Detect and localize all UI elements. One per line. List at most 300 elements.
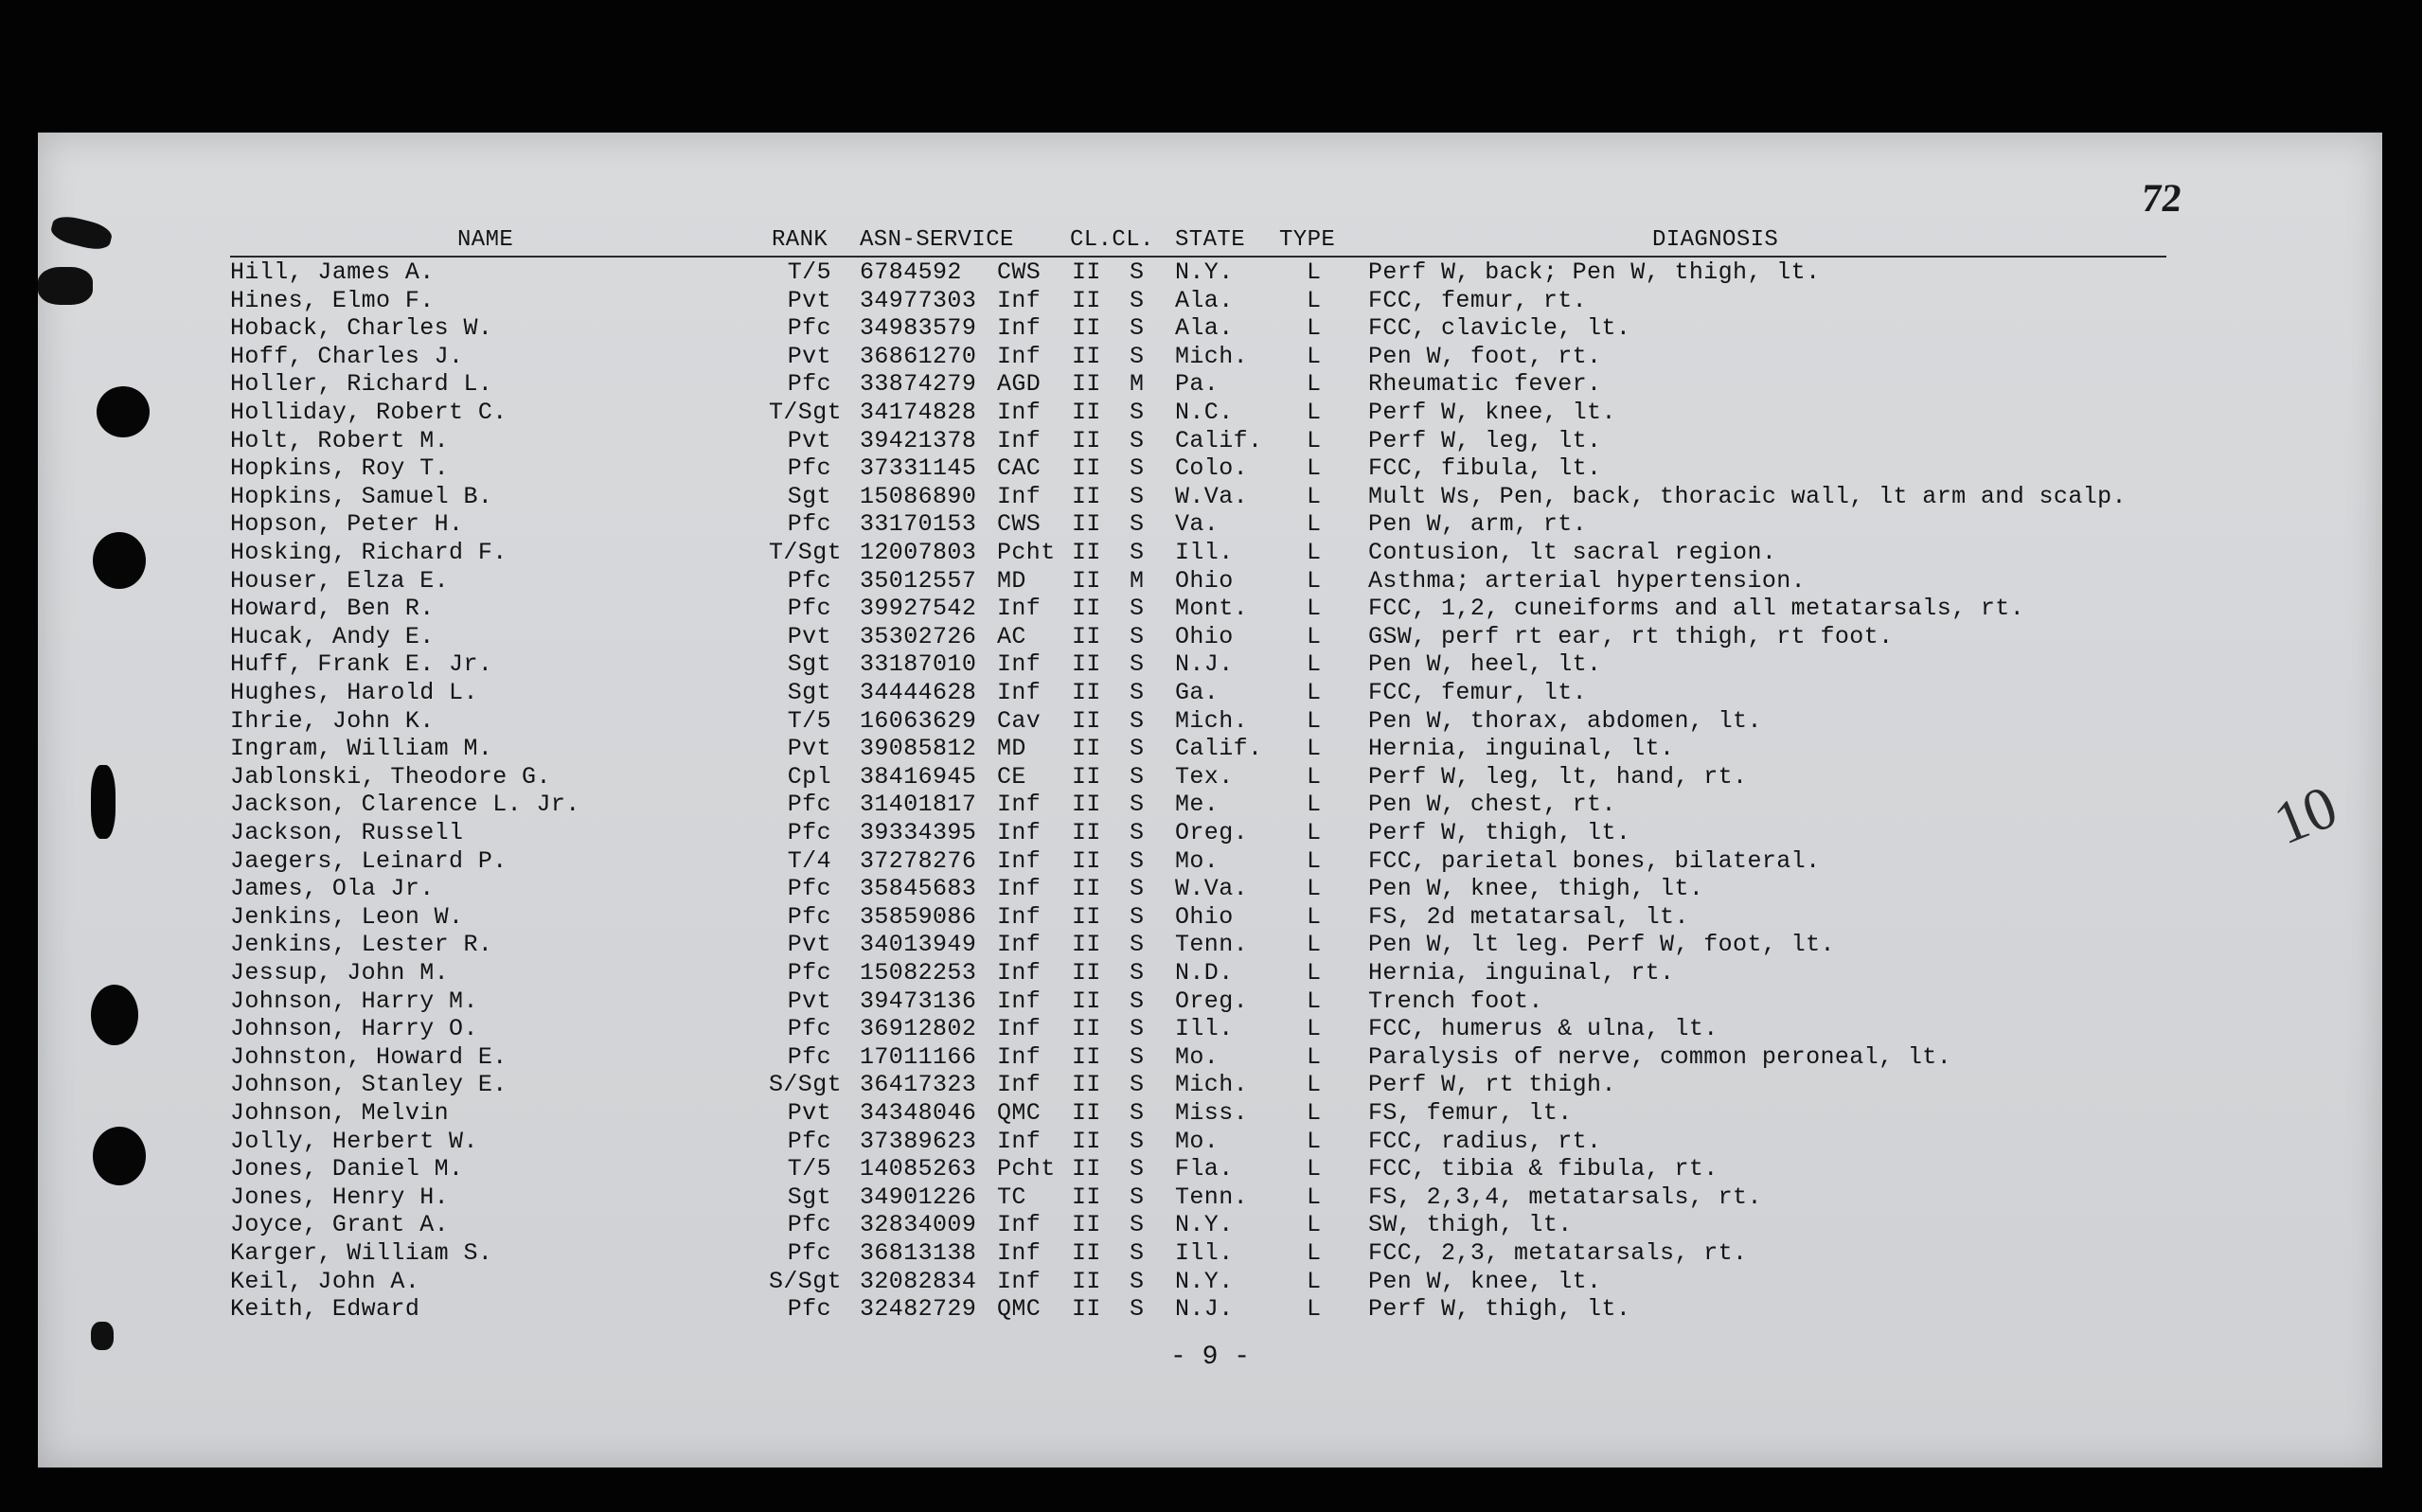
table-row bbox=[0, 736, 2422, 764]
cell-type: L bbox=[1307, 1128, 1322, 1155]
cell-rank: Pvt bbox=[787, 1099, 831, 1127]
cell-state: W.Va. bbox=[1175, 483, 1249, 510]
cell-diagnosis: Perf W, leg, lt, hand, rt. bbox=[1368, 763, 1748, 791]
cell-type: L bbox=[1307, 370, 1322, 398]
cell-diagnosis: FCC, femur, rt. bbox=[1368, 287, 1588, 314]
cell-asn: 38416945 bbox=[860, 763, 977, 791]
cell-name: Hoff, Charles J. bbox=[230, 343, 464, 370]
cell-service: Inf bbox=[997, 819, 1042, 846]
cell-diagnosis: Pen W, chest, rt. bbox=[1368, 791, 1616, 818]
table-row bbox=[0, 344, 2422, 372]
cell-service: Inf bbox=[997, 287, 1042, 314]
cell-diagnosis: Pen W, knee, thigh, lt. bbox=[1368, 875, 1704, 902]
cell-class: II bbox=[1072, 903, 1101, 931]
header-class: CL.CL. bbox=[1070, 227, 1154, 253]
cell-rank: T/5 bbox=[787, 258, 831, 286]
cell-diagnosis: FCC, humerus & ulna, lt. bbox=[1368, 1015, 1719, 1042]
cell-name: Keith, Edward bbox=[230, 1295, 420, 1323]
cell-type: L bbox=[1307, 1295, 1322, 1323]
cell-type: L bbox=[1307, 399, 1322, 426]
cell-name: Joyce, Grant A. bbox=[230, 1211, 450, 1238]
cell-state: Tenn. bbox=[1175, 931, 1249, 958]
table-row bbox=[0, 792, 2422, 820]
table-row bbox=[0, 1184, 2422, 1213]
cell-state: Va. bbox=[1175, 510, 1220, 538]
table-row bbox=[0, 371, 2422, 400]
cell-subclass: S bbox=[1130, 595, 1145, 622]
cell-subclass: S bbox=[1130, 791, 1145, 818]
cell-diagnosis: FCC, tibia & fibula, rt. bbox=[1368, 1155, 1719, 1183]
cell-subclass: S bbox=[1130, 510, 1145, 538]
cell-state: Tenn. bbox=[1175, 1183, 1249, 1211]
cell-subclass: S bbox=[1130, 343, 1145, 370]
cell-type: L bbox=[1307, 650, 1322, 678]
cell-service: Inf bbox=[997, 483, 1042, 510]
table-row bbox=[0, 455, 2422, 484]
cell-diagnosis: Perf W, thigh, lt. bbox=[1368, 1295, 1631, 1323]
cell-class: II bbox=[1072, 763, 1101, 791]
cell-service: QMC bbox=[997, 1099, 1042, 1127]
cell-diagnosis: SW, thigh, lt. bbox=[1368, 1211, 1573, 1238]
cell-type: L bbox=[1307, 1268, 1322, 1295]
cell-rank: T/5 bbox=[787, 1155, 831, 1183]
margin-note: 10 bbox=[2264, 772, 2346, 858]
cell-subclass: S bbox=[1130, 987, 1145, 1015]
cell-subclass: S bbox=[1130, 1239, 1145, 1267]
cell-name: Johnson, Stanley E. bbox=[230, 1071, 508, 1098]
cell-state: Colo. bbox=[1175, 454, 1249, 482]
cell-asn: 35302726 bbox=[860, 623, 977, 650]
cell-name: Hines, Elmo F. bbox=[230, 287, 435, 314]
cell-diagnosis: Hernia, inguinal, lt. bbox=[1368, 735, 1675, 762]
cell-type: L bbox=[1307, 567, 1322, 595]
cell-name: Holt, Robert M. bbox=[230, 427, 450, 454]
cell-class: II bbox=[1072, 343, 1101, 370]
cell-state: Oreg. bbox=[1175, 819, 1249, 846]
cell-type: L bbox=[1307, 287, 1322, 314]
cell-type: L bbox=[1307, 987, 1322, 1015]
cell-service: Inf bbox=[997, 1239, 1042, 1267]
cell-name: Jackson, Clarence L. Jr. bbox=[230, 791, 580, 818]
table-row bbox=[0, 876, 2422, 904]
cell-service: Inf bbox=[997, 679, 1042, 706]
cell-service: CAC bbox=[997, 454, 1042, 482]
cell-name: Jaegers, Leinard P. bbox=[230, 847, 508, 875]
header-rank: RANK bbox=[772, 227, 828, 253]
cell-class: II bbox=[1072, 791, 1101, 818]
cell-class: II bbox=[1072, 539, 1101, 566]
cell-asn: 36912802 bbox=[860, 1015, 977, 1042]
cell-rank: T/Sgt bbox=[769, 539, 843, 566]
cell-state: N.J. bbox=[1175, 1295, 1234, 1323]
cell-name: Johnson, Harry M. bbox=[230, 987, 478, 1015]
cell-asn: 6784592 bbox=[860, 258, 962, 286]
cell-class: II bbox=[1072, 258, 1101, 286]
cell-rank: Cpl bbox=[787, 763, 831, 791]
cell-subclass: S bbox=[1130, 314, 1145, 342]
cell-subclass: S bbox=[1130, 1155, 1145, 1183]
cell-name: Jones, Henry H. bbox=[230, 1183, 450, 1211]
cell-state: Ga. bbox=[1175, 679, 1220, 706]
cell-state: Mont. bbox=[1175, 595, 1249, 622]
cell-diagnosis: Perf W, knee, lt. bbox=[1368, 399, 1616, 426]
cell-state: Ohio bbox=[1175, 903, 1234, 931]
header-state: STATE bbox=[1175, 227, 1246, 253]
cell-diagnosis: FCC, parietal bones, bilateral. bbox=[1368, 847, 1821, 875]
cell-subclass: S bbox=[1130, 1071, 1145, 1098]
cell-asn: 12007803 bbox=[860, 539, 977, 566]
cell-asn: 32482729 bbox=[860, 1295, 977, 1323]
cell-subclass: S bbox=[1130, 819, 1145, 846]
table-row bbox=[0, 1100, 2422, 1129]
cell-name: Hopkins, Roy T. bbox=[230, 454, 450, 482]
cell-service: Cav bbox=[997, 707, 1042, 735]
cell-name: Huff, Frank E. Jr. bbox=[230, 650, 493, 678]
cell-subclass: S bbox=[1130, 735, 1145, 762]
cell-type: L bbox=[1307, 707, 1322, 735]
cell-state: Ohio bbox=[1175, 567, 1234, 595]
cell-state: Ala. bbox=[1175, 287, 1234, 314]
cell-diagnosis: FCC, 2,3, metatarsals, rt. bbox=[1368, 1239, 1748, 1267]
cell-type: L bbox=[1307, 1015, 1322, 1042]
cell-rank: Sgt bbox=[787, 1183, 831, 1211]
cell-subclass: M bbox=[1130, 370, 1145, 398]
cell-service: Pcht bbox=[997, 1155, 1056, 1183]
cell-type: L bbox=[1307, 1211, 1322, 1238]
cell-rank: Pvt bbox=[787, 427, 831, 454]
table-row bbox=[0, 511, 2422, 540]
cell-class: II bbox=[1072, 1155, 1101, 1183]
cell-name: Jolly, Herbert W. bbox=[230, 1128, 478, 1155]
cell-subclass: S bbox=[1130, 427, 1145, 454]
cell-subclass: S bbox=[1130, 707, 1145, 735]
cell-subclass: S bbox=[1130, 539, 1145, 566]
cell-type: L bbox=[1307, 1043, 1322, 1071]
table-row bbox=[0, 568, 2422, 596]
cell-diagnosis: FCC, femur, lt. bbox=[1368, 679, 1588, 706]
cell-type: L bbox=[1307, 595, 1322, 622]
cell-rank: Pfc bbox=[787, 1211, 831, 1238]
cell-subclass: S bbox=[1130, 763, 1145, 791]
cell-asn: 16063629 bbox=[860, 707, 977, 735]
cell-rank: S/Sgt bbox=[769, 1071, 843, 1098]
cell-asn: 37389623 bbox=[860, 1128, 977, 1155]
cell-type: L bbox=[1307, 258, 1322, 286]
cell-diagnosis: Hernia, inguinal, rt. bbox=[1368, 959, 1675, 987]
cell-subclass: S bbox=[1130, 679, 1145, 706]
table-row bbox=[0, 1296, 2422, 1325]
cell-name: Jablonski, Theodore G. bbox=[230, 763, 551, 791]
cell-subclass: S bbox=[1130, 650, 1145, 678]
cell-class: II bbox=[1072, 987, 1101, 1015]
cell-state: Mich. bbox=[1175, 343, 1249, 370]
table-row bbox=[0, 764, 2422, 792]
cell-asn: 39085812 bbox=[860, 735, 977, 762]
table-row bbox=[0, 848, 2422, 877]
cell-name: Hosking, Richard F. bbox=[230, 539, 508, 566]
cell-type: L bbox=[1307, 539, 1322, 566]
cell-asn: 34983579 bbox=[860, 314, 977, 342]
cell-service: Inf bbox=[997, 931, 1042, 958]
margin-speck bbox=[91, 1322, 114, 1350]
cell-name: Holliday, Robert C. bbox=[230, 399, 508, 426]
cell-state: N.Y. bbox=[1175, 1268, 1234, 1295]
cell-rank: Pfc bbox=[787, 595, 831, 622]
page-footer: - 9 - bbox=[1170, 1343, 1251, 1372]
cell-subclass: S bbox=[1130, 931, 1145, 958]
cell-type: L bbox=[1307, 679, 1322, 706]
table-row bbox=[0, 540, 2422, 568]
cell-asn: 17011166 bbox=[860, 1043, 977, 1071]
header-rule bbox=[230, 256, 2166, 258]
cell-name: Holler, Richard L. bbox=[230, 370, 493, 398]
cell-service: Inf bbox=[997, 903, 1042, 931]
cell-service: Inf bbox=[997, 1268, 1042, 1295]
cell-class: II bbox=[1072, 1183, 1101, 1211]
cell-service: Inf bbox=[997, 1043, 1042, 1071]
cell-asn: 39473136 bbox=[860, 987, 977, 1015]
cell-subclass: S bbox=[1130, 875, 1145, 902]
cell-name: James, Ola Jr. bbox=[230, 875, 435, 902]
cell-asn: 36861270 bbox=[860, 343, 977, 370]
cell-rank: Pvt bbox=[787, 735, 831, 762]
cell-name: Keil, John A. bbox=[230, 1268, 420, 1295]
table-row bbox=[0, 960, 2422, 988]
table-row bbox=[0, 596, 2422, 624]
cell-state: N.Y. bbox=[1175, 1211, 1234, 1238]
cell-subclass: S bbox=[1130, 1183, 1145, 1211]
cell-class: II bbox=[1072, 1015, 1101, 1042]
header-asn-service: ASN-SERVICE bbox=[860, 227, 1014, 253]
cell-rank: Pfc bbox=[787, 791, 831, 818]
cell-asn: 33874279 bbox=[860, 370, 977, 398]
cell-diagnosis: FCC, 1,2, cuneiforms and all metatarsals, rt. bbox=[1368, 595, 2025, 622]
cell-subclass: S bbox=[1130, 399, 1145, 426]
cell-asn: 34348046 bbox=[860, 1099, 977, 1127]
table-row bbox=[0, 1240, 2422, 1269]
cell-asn: 37331145 bbox=[860, 454, 977, 482]
cell-state: Oreg. bbox=[1175, 987, 1249, 1015]
table-row bbox=[0, 708, 2422, 737]
cell-state: Mich. bbox=[1175, 1071, 1249, 1098]
cell-service: MD bbox=[997, 567, 1026, 595]
cell-diagnosis: Pen W, knee, lt. bbox=[1368, 1268, 1602, 1295]
cell-service: Inf bbox=[997, 959, 1042, 987]
cell-service: Pcht bbox=[997, 539, 1056, 566]
cell-asn: 35859086 bbox=[860, 903, 977, 931]
table-row bbox=[0, 820, 2422, 848]
cell-class: II bbox=[1072, 399, 1101, 426]
cell-type: L bbox=[1307, 483, 1322, 510]
table-row bbox=[0, 1269, 2422, 1297]
cell-type: L bbox=[1307, 1239, 1322, 1267]
cell-class: II bbox=[1072, 735, 1101, 762]
cell-diagnosis: Perf W, back; Pen W, thigh, lt. bbox=[1368, 258, 1821, 286]
cell-asn: 37278276 bbox=[860, 847, 977, 875]
cell-service: Inf bbox=[997, 399, 1042, 426]
cell-service: Inf bbox=[997, 847, 1042, 875]
cell-type: L bbox=[1307, 1071, 1322, 1098]
cell-service: QMC bbox=[997, 1295, 1042, 1323]
cell-service: CWS bbox=[997, 258, 1042, 286]
cell-name: Jones, Daniel M. bbox=[230, 1155, 464, 1183]
cell-service: MD bbox=[997, 735, 1026, 762]
cell-state: Ala. bbox=[1175, 314, 1234, 342]
table-row bbox=[0, 904, 2422, 933]
cell-state: N.J. bbox=[1175, 650, 1234, 678]
cell-name: Jessup, John M. bbox=[230, 959, 450, 987]
cell-name: Karger, William S. bbox=[230, 1239, 493, 1267]
cell-subclass: S bbox=[1130, 1015, 1145, 1042]
table-row bbox=[0, 315, 2422, 344]
cell-name: Houser, Elza E. bbox=[230, 567, 450, 595]
table-row bbox=[0, 1016, 2422, 1044]
cell-type: L bbox=[1307, 819, 1322, 846]
cell-name: Ingram, William M. bbox=[230, 735, 493, 762]
cell-type: L bbox=[1307, 959, 1322, 987]
cell-rank: Pvt bbox=[787, 287, 831, 314]
header-type: TYPE bbox=[1279, 227, 1336, 253]
cell-state: Fla. bbox=[1175, 1155, 1234, 1183]
table-row bbox=[0, 1156, 2422, 1184]
cell-state: Mo. bbox=[1175, 847, 1220, 875]
cell-diagnosis: FS, femur, lt. bbox=[1368, 1099, 1573, 1127]
cell-asn: 34901226 bbox=[860, 1183, 977, 1211]
cell-state: Mo. bbox=[1175, 1128, 1220, 1155]
cell-class: II bbox=[1072, 454, 1101, 482]
cell-subclass: S bbox=[1130, 847, 1145, 875]
cell-diagnosis: Pen W, arm, rt. bbox=[1368, 510, 1588, 538]
cell-type: L bbox=[1307, 454, 1322, 482]
cell-rank: Pfc bbox=[787, 454, 831, 482]
cell-diagnosis: Perf W, rt thigh. bbox=[1368, 1071, 1616, 1098]
cell-diagnosis: FS, 2d metatarsal, lt. bbox=[1368, 903, 1689, 931]
cell-asn: 39334395 bbox=[860, 819, 977, 846]
cell-subclass: S bbox=[1130, 258, 1145, 286]
page-number: 72 bbox=[2139, 177, 2184, 221]
cell-type: L bbox=[1307, 1099, 1322, 1127]
cell-service: Inf bbox=[997, 595, 1042, 622]
table-row bbox=[0, 624, 2422, 652]
cell-rank: Sgt bbox=[787, 650, 831, 678]
cell-service: Inf bbox=[997, 650, 1042, 678]
table-row bbox=[0, 428, 2422, 456]
cell-service: Inf bbox=[997, 314, 1042, 342]
cell-name: Ihrie, John K. bbox=[230, 707, 435, 735]
cell-class: II bbox=[1072, 875, 1101, 902]
cell-rank: Pfc bbox=[787, 903, 831, 931]
cell-diagnosis: FCC, fibula, lt. bbox=[1368, 454, 1602, 482]
cell-service: CWS bbox=[997, 510, 1042, 538]
cell-rank: S/Sgt bbox=[769, 1268, 843, 1295]
cell-type: L bbox=[1307, 427, 1322, 454]
cell-asn: 15082253 bbox=[860, 959, 977, 987]
cell-rank: Pfc bbox=[787, 875, 831, 902]
table-row bbox=[0, 1072, 2422, 1100]
table-header bbox=[0, 227, 2422, 256]
cell-type: L bbox=[1307, 1183, 1322, 1211]
cell-rank: Sgt bbox=[787, 483, 831, 510]
cell-service: Inf bbox=[997, 791, 1042, 818]
cell-service: Inf bbox=[997, 987, 1042, 1015]
cell-state: N.Y. bbox=[1175, 258, 1234, 286]
cell-diagnosis: Pen W, foot, rt. bbox=[1368, 343, 1602, 370]
cell-type: L bbox=[1307, 903, 1322, 931]
cell-rank: Pfc bbox=[787, 1015, 831, 1042]
cell-class: II bbox=[1072, 819, 1101, 846]
cell-service: Inf bbox=[997, 343, 1042, 370]
cell-diagnosis: Paralysis of nerve, common peroneal, lt. bbox=[1368, 1043, 1952, 1071]
cell-rank: Pfc bbox=[787, 1043, 831, 1071]
table-row bbox=[0, 400, 2422, 428]
table-row bbox=[0, 259, 2422, 288]
cell-class: II bbox=[1072, 483, 1101, 510]
cell-service: Inf bbox=[997, 1128, 1042, 1155]
cell-asn: 34174828 bbox=[860, 399, 977, 426]
cell-diagnosis: Asthma; arterial hypertension. bbox=[1368, 567, 1807, 595]
cell-type: L bbox=[1307, 875, 1322, 902]
cell-service: Inf bbox=[997, 1071, 1042, 1098]
cell-service: AC bbox=[997, 623, 1026, 650]
cell-subclass: S bbox=[1130, 287, 1145, 314]
cell-rank: Pfc bbox=[787, 510, 831, 538]
cell-diagnosis: Pen W, thorax, abdomen, lt. bbox=[1368, 707, 1762, 735]
cell-asn: 31401817 bbox=[860, 791, 977, 818]
cell-class: II bbox=[1072, 1295, 1101, 1323]
cell-class: II bbox=[1072, 1211, 1101, 1238]
cell-type: L bbox=[1307, 314, 1322, 342]
cell-rank: Pvt bbox=[787, 343, 831, 370]
cell-class: II bbox=[1072, 959, 1101, 987]
cell-state: Miss. bbox=[1175, 1099, 1249, 1127]
cell-type: L bbox=[1307, 343, 1322, 370]
table-row bbox=[0, 988, 2422, 1017]
cell-diagnosis: FCC, radius, rt. bbox=[1368, 1128, 1602, 1155]
cell-service: Inf bbox=[997, 427, 1042, 454]
cell-service: TC bbox=[997, 1183, 1026, 1211]
cell-class: II bbox=[1072, 314, 1101, 342]
cell-name: Johnson, Harry O. bbox=[230, 1015, 478, 1042]
cell-name: Hughes, Harold L. bbox=[230, 679, 478, 706]
cell-subclass: M bbox=[1130, 567, 1145, 595]
cell-name: Hopkins, Samuel B. bbox=[230, 483, 493, 510]
cell-rank: T/4 bbox=[787, 847, 831, 875]
cell-state: Mo. bbox=[1175, 1043, 1220, 1071]
cell-state: N.D. bbox=[1175, 959, 1234, 987]
table-row bbox=[0, 288, 2422, 316]
cell-name: Hucak, Andy E. bbox=[230, 623, 435, 650]
cell-class: II bbox=[1072, 1071, 1101, 1098]
cell-subclass: S bbox=[1130, 903, 1145, 931]
cell-service: Inf bbox=[997, 1211, 1042, 1238]
cell-name: Johnson, Melvin bbox=[230, 1099, 450, 1127]
cell-asn: 33187010 bbox=[860, 650, 977, 678]
cell-subclass: S bbox=[1130, 1211, 1145, 1238]
cell-class: II bbox=[1072, 707, 1101, 735]
cell-rank: Pfc bbox=[787, 1128, 831, 1155]
cell-subclass: S bbox=[1130, 483, 1145, 510]
cell-asn: 15086890 bbox=[860, 483, 977, 510]
cell-diagnosis: Pen W, lt leg. Perf W, foot, lt. bbox=[1368, 931, 1835, 958]
cell-rank: T/5 bbox=[787, 707, 831, 735]
header-diagnosis: DIAGNOSIS bbox=[1652, 227, 1779, 253]
cell-class: II bbox=[1072, 679, 1101, 706]
cell-name: Jackson, Russell bbox=[230, 819, 464, 846]
cell-class: II bbox=[1072, 595, 1101, 622]
cell-name: Jenkins, Lester R. bbox=[230, 931, 493, 958]
cell-asn: 39421378 bbox=[860, 427, 977, 454]
cell-class: II bbox=[1072, 1099, 1101, 1127]
